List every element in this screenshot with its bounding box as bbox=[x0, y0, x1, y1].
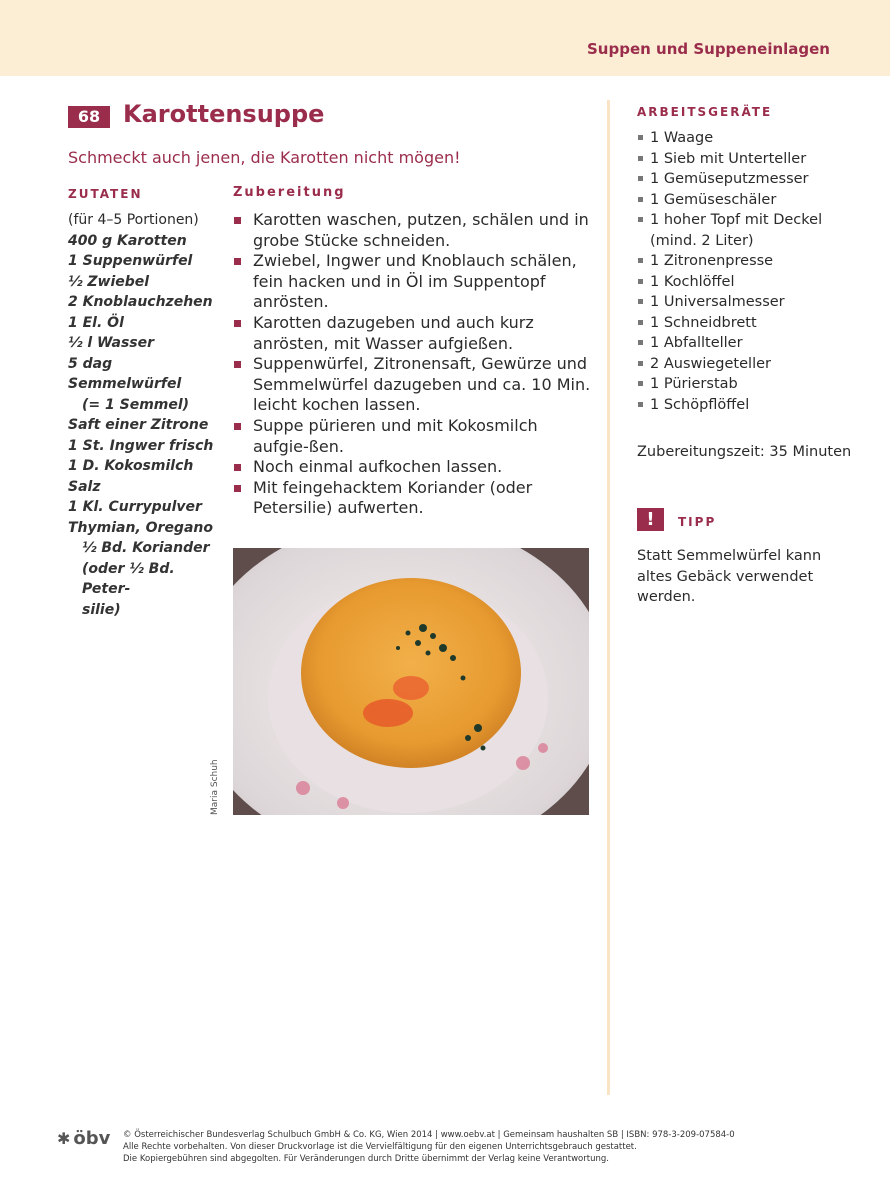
equipment-item: 1 Schneidbrett bbox=[637, 313, 857, 334]
equipment-list bbox=[637, 128, 857, 415]
recipe-subtitle: Schmeckt auch jenen, die Karotten nicht mögen! bbox=[68, 148, 461, 167]
ingredient-line: 2 Knoblauchzehen bbox=[68, 294, 213, 310]
equipment-item: 1 Sieb mit Unterteller bbox=[637, 149, 857, 170]
equipment-item: 1 Gemüseschäler bbox=[637, 190, 857, 211]
logo-star-icon: ✱ bbox=[57, 1129, 71, 1148]
recipe-number: 68 bbox=[68, 106, 110, 128]
tip-text: Statt Semmelwürfel kann altes Gebäck verwendet werden. bbox=[637, 548, 822, 605]
ingredient-line: (= 1 Semmel) bbox=[82, 396, 190, 413]
ingredients-list bbox=[68, 210, 218, 620]
preparation-step: Karotten waschen, putzen, schälen und in grobe Stücke schneiden. bbox=[233, 210, 593, 251]
ingredient-line: 1 D. Kokosmilch bbox=[68, 458, 194, 474]
ingredient-line: 5 dag Semmelwürfel bbox=[68, 355, 182, 392]
ingredient-line: silie) bbox=[82, 601, 121, 618]
ingredient-line: ½ l Wasser bbox=[68, 335, 155, 351]
publisher-logo bbox=[57, 1128, 110, 1149]
ingredient-line: 1 St. Ingwer frisch bbox=[68, 437, 214, 454]
ingredient-line: 400 g Karotten bbox=[68, 232, 187, 249]
preparation-heading: Zubereitung bbox=[233, 185, 346, 200]
prep-time: Zubereitungszeit: 35 Minuten bbox=[637, 444, 852, 460]
equipment-item: 1 Waage bbox=[637, 128, 857, 149]
equipment-item: 1 Schöpflöffel bbox=[637, 395, 857, 416]
column-divider bbox=[607, 100, 610, 1095]
preparation-step: Karotten dazugeben und auch kurz anrösten, mit Wasser aufgießen. bbox=[233, 313, 593, 354]
ingredient-line: ½ Zwiebel bbox=[68, 273, 150, 290]
ingredient-line: 1 Kl. Currypulver bbox=[68, 499, 202, 515]
servings-note: (für 4–5 Portionen) bbox=[68, 212, 199, 228]
ingredient-line: Saft einer Zitrone bbox=[68, 417, 209, 433]
preparation-step: Noch einmal aufkochen lassen. bbox=[233, 457, 593, 478]
footer-line: © Österreichischer Bundesverlag Schulbuch GmbH & Co. KG, Wien 2014 | www.oebv.at | Gemeinsam haushalten SB | ISBN: 978-3-209-07584-0 bbox=[123, 1130, 735, 1140]
equipment-item: 1 Kochlöffel bbox=[637, 272, 857, 293]
photo-credit: Maria Schuh bbox=[210, 759, 220, 815]
tip-heading: TIPP bbox=[678, 515, 717, 529]
soup-photo bbox=[233, 548, 589, 815]
footer-line: Alle Rechte vorbehalten. Von dieser Druckvorlage ist die Vervielfältigung für den eigenen Unterrichtsgebrauch gestattet. bbox=[123, 1142, 637, 1152]
ingredient-line: 1 Suppenwürfel bbox=[68, 253, 193, 269]
preparation-step: Suppe pürieren und mit Kokosmilch aufgie-ßen. bbox=[233, 416, 593, 457]
recipe-title: Karottensuppe bbox=[123, 100, 325, 128]
section-title: Suppen und Suppeneinlagen bbox=[586, 40, 830, 58]
exclamation-icon: ! bbox=[637, 508, 664, 531]
equipment-item: 1 Gemüseputzmesser bbox=[637, 169, 857, 190]
logo-text: öbv bbox=[73, 1128, 111, 1149]
ingredients-heading: ZUTATEN bbox=[68, 187, 143, 201]
equipment-item: 1 Pürierstab bbox=[637, 374, 857, 395]
ingredient-line: Thymian, Oregano bbox=[68, 519, 213, 536]
header-band bbox=[0, 0, 890, 76]
equipment-item: 1 hoher Topf mit Deckel (mind. 2 Liter) bbox=[637, 210, 857, 251]
footer-copyright bbox=[123, 1129, 843, 1165]
ingredient-line: 1 El. Öl bbox=[68, 314, 124, 331]
soup-bowl-illustration bbox=[233, 548, 589, 815]
equipment-item: 1 Universalmesser bbox=[637, 292, 857, 313]
equipment-item: 1 Zitronenpresse bbox=[637, 251, 857, 272]
ingredient-line: (oder ½ Bd. Peter- bbox=[82, 560, 175, 597]
equipment-heading: ARBEITSGERÄTE bbox=[637, 105, 773, 119]
equipment-item: 2 Auswiegeteller bbox=[637, 354, 857, 375]
ingredient-line: Salz bbox=[68, 478, 101, 495]
preparation-step: Suppenwürfel, Zitronensaft, Gewürze und Semmelwürfel dazugeben und ca. 10 Min. leicht kochen lassen. bbox=[233, 354, 593, 416]
preparation-step: Zwiebel, Ingwer und Knoblauch schälen, fein hacken und in Öl im Suppentopf anrösten. bbox=[233, 251, 593, 313]
preparation-steps bbox=[233, 210, 593, 519]
equipment-item: 1 Abfallteller bbox=[637, 333, 857, 354]
ingredient-line: ½ Bd. Koriander bbox=[82, 540, 210, 556]
preparation-step: Mit feingehacktem Koriander (oder Petersilie) aufwerten. bbox=[233, 478, 593, 519]
footer-line: Die Kopiergebühren sind abgegolten. Für Veränderungen durch Dritte übernimmt der Verlag keine Verantwortung. bbox=[123, 1154, 609, 1164]
